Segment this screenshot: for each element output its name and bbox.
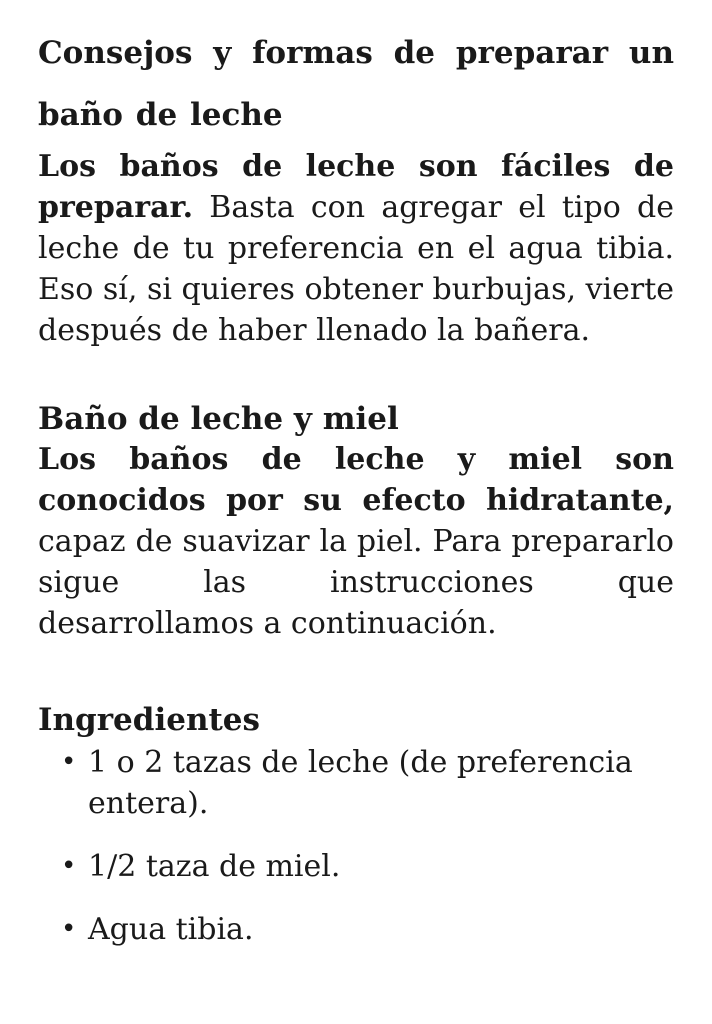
list-item-text: 1 o 2 tazas de leche (de preferencia entera).: [88, 745, 633, 821]
list-item: [61, 742, 674, 824]
ingredients-heading: Ingredientes: [38, 702, 260, 738]
list-item: [61, 846, 674, 887]
list-item-text: Agua tibia.: [88, 912, 254, 947]
intro-lead: Los baños de leche son fáciles de preparar.: [38, 149, 674, 225]
article-title: Consejos y formas de preparar un baño de leche: [38, 35, 674, 133]
bullet-icon: •: [61, 914, 77, 944]
bullet-icon: •: [61, 851, 77, 881]
section-lead: Los baños de leche y miel son conocidos por su efecto hidratante,: [38, 442, 674, 518]
section-body: capaz de suavizar la piel. Para prepararlo sigue las instrucciones que desarrollamos a continuación.: [38, 524, 674, 641]
list-item: [61, 909, 674, 950]
section-spacer: [38, 351, 674, 399]
intro-paragraph: [38, 146, 674, 351]
list-item-text: 1/2 taza de miel.: [88, 849, 341, 884]
ingredients-list: [38, 742, 674, 950]
intro-body: Basta con agregar el tipo de leche de tu preferencia en el agua tibia. Eso sí, si quieres obtener burbujas, vierte después de haber llenado la bañera.: [38, 190, 674, 348]
section-paragraph: [38, 439, 674, 644]
bullet-icon: •: [61, 747, 77, 777]
section-heading: Baño de leche y miel: [38, 401, 399, 437]
